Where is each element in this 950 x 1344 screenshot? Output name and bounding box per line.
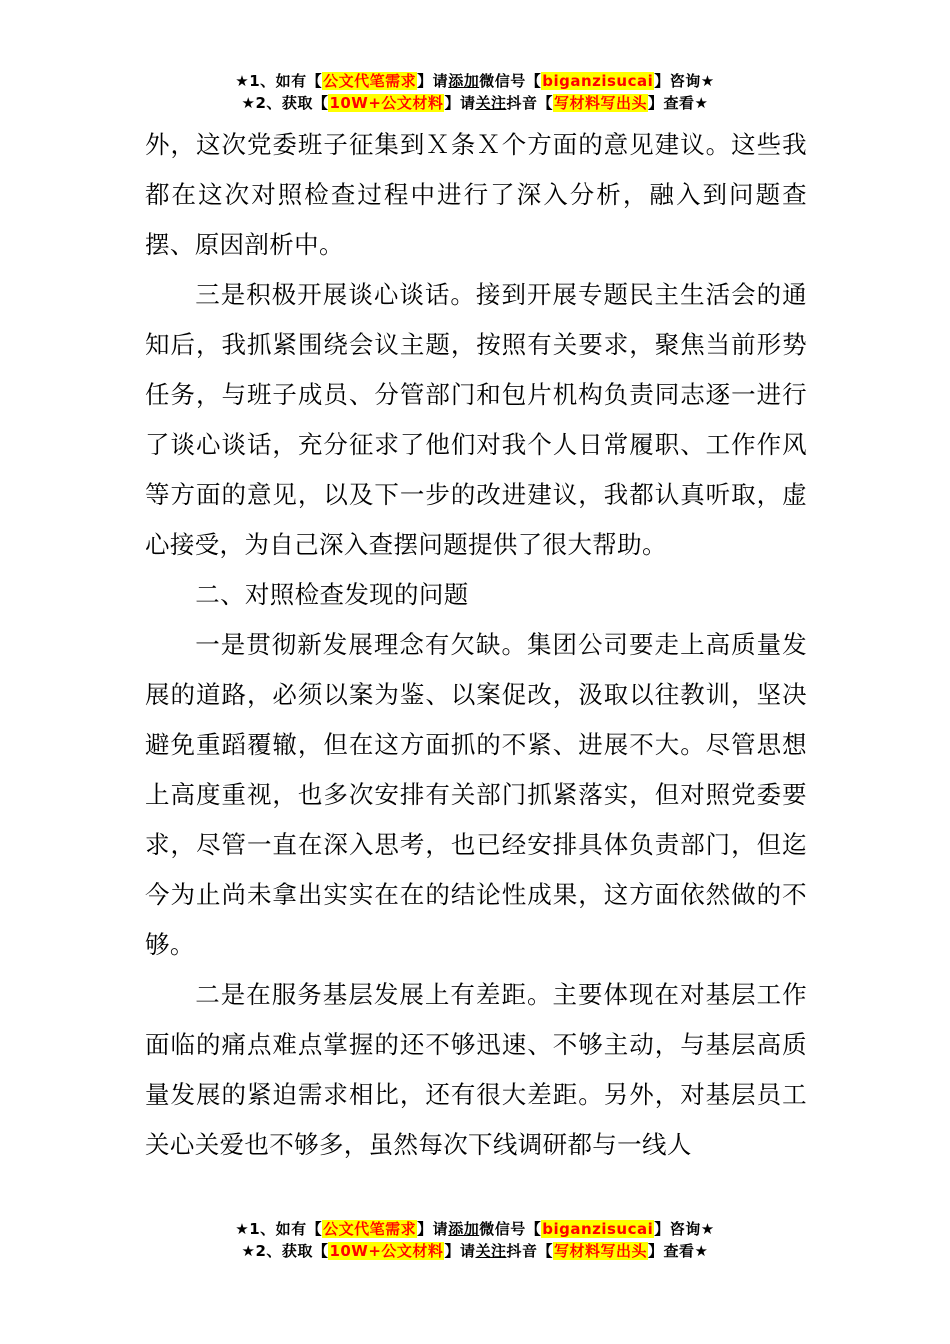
paragraph-continuation: 外，这次党委班子征集到Ｘ条Ｘ个方面的意见建议。这些我都在这次对照检查过程中进行了深入分析，融入到问题查摆、原因剖析中。 bbox=[145, 130, 807, 259]
promo-underline: 关注 bbox=[475, 94, 507, 112]
promo-highlight: 公文代笔需求 bbox=[323, 72, 417, 90]
paragraph-issue-2: 二是在服务基层发展上有差距。主要体现在对基层工作面临的痛点难点掌握的还不够迅速、不够主动，与基层高质量发展的紧迫需求相比，还有很大差距。另外，对基层员工关心关爱也不够多，虽然每次下线调研都与一线人 bbox=[145, 980, 807, 1159]
promo-highlight: 写材料写出头 bbox=[553, 94, 647, 112]
paragraph-issue-1: 一是贯彻新发展理念有欠缺。集团公司要走上高质量发展的道路，必须以案为鉴、以案促改，汲取以往教训，坚决避免重蹈覆辙，但在这方面抓的不紧、进展不大。尽管思想上高度重视，也多次安排有关部门抓紧落实，但对照党委要求，尽管一直在深入思考，也已经安排具体负责部门，但迄今为止尚未拿出实实在在的结论性成果，这方面依然做的不够。 bbox=[145, 630, 807, 959]
promo-text: 】请 bbox=[417, 72, 449, 90]
promo-text: 】请 bbox=[444, 94, 476, 112]
promo-text: 微信号【 bbox=[479, 1220, 542, 1238]
promo-highlight: biganzisucai bbox=[542, 72, 654, 90]
promo-line-2 bbox=[0, 1240, 950, 1262]
promo-highlight: 10W+公文材料 bbox=[329, 94, 444, 112]
promo-text: ★2、获取【 bbox=[241, 94, 329, 112]
promo-text: 抖音【 bbox=[506, 94, 553, 112]
promo-text: ★1、如有【 bbox=[235, 1220, 323, 1238]
promo-highlight: biganzisucai bbox=[542, 1220, 654, 1238]
promo-text: 】查看★ bbox=[648, 94, 709, 112]
document-body bbox=[145, 120, 807, 1170]
promo-line-2 bbox=[0, 92, 950, 114]
promo-text: 抖音【 bbox=[506, 1242, 553, 1260]
promo-text: 微信号【 bbox=[479, 72, 542, 90]
promo-text: ★2、获取【 bbox=[241, 1242, 329, 1260]
promo-underline: 添加 bbox=[448, 72, 480, 90]
promo-highlight: 写材料写出头 bbox=[553, 1242, 647, 1260]
promo-underline: 添加 bbox=[448, 1220, 480, 1238]
top-promo-banner bbox=[0, 70, 950, 114]
promo-line-1 bbox=[0, 1218, 950, 1240]
bottom-promo-banner bbox=[0, 1218, 950, 1262]
promo-text: 】查看★ bbox=[648, 1242, 709, 1260]
section-heading: 二、对照检查发现的问题 bbox=[195, 580, 469, 609]
promo-text: 】咨询★ bbox=[654, 1220, 715, 1238]
promo-text: 】请 bbox=[444, 1242, 476, 1260]
promo-text: ★1、如有【 bbox=[235, 72, 323, 90]
promo-highlight: 10W+公文材料 bbox=[329, 1242, 444, 1260]
paragraph-talks: 三是积极开展谈心谈话。接到开展专题民主生活会的通知后，我抓紧围绕会议主题，按照有关要求，聚焦当前形势任务，与班子成员、分管部门和包片机构负责同志逐一进行了谈心谈话，充分征求了他们对我个人日常履职、工作作风等方面的意见，以及下一步的改进建议，我都认真听取，虚心接受，为自己深入查摆问题提供了很大帮助。 bbox=[145, 280, 807, 559]
promo-highlight: 公文代笔需求 bbox=[323, 1220, 417, 1238]
promo-line-1 bbox=[0, 70, 950, 92]
promo-underline: 关注 bbox=[475, 1242, 507, 1260]
promo-text: 】咨询★ bbox=[654, 72, 715, 90]
promo-text: 】请 bbox=[417, 1220, 449, 1238]
